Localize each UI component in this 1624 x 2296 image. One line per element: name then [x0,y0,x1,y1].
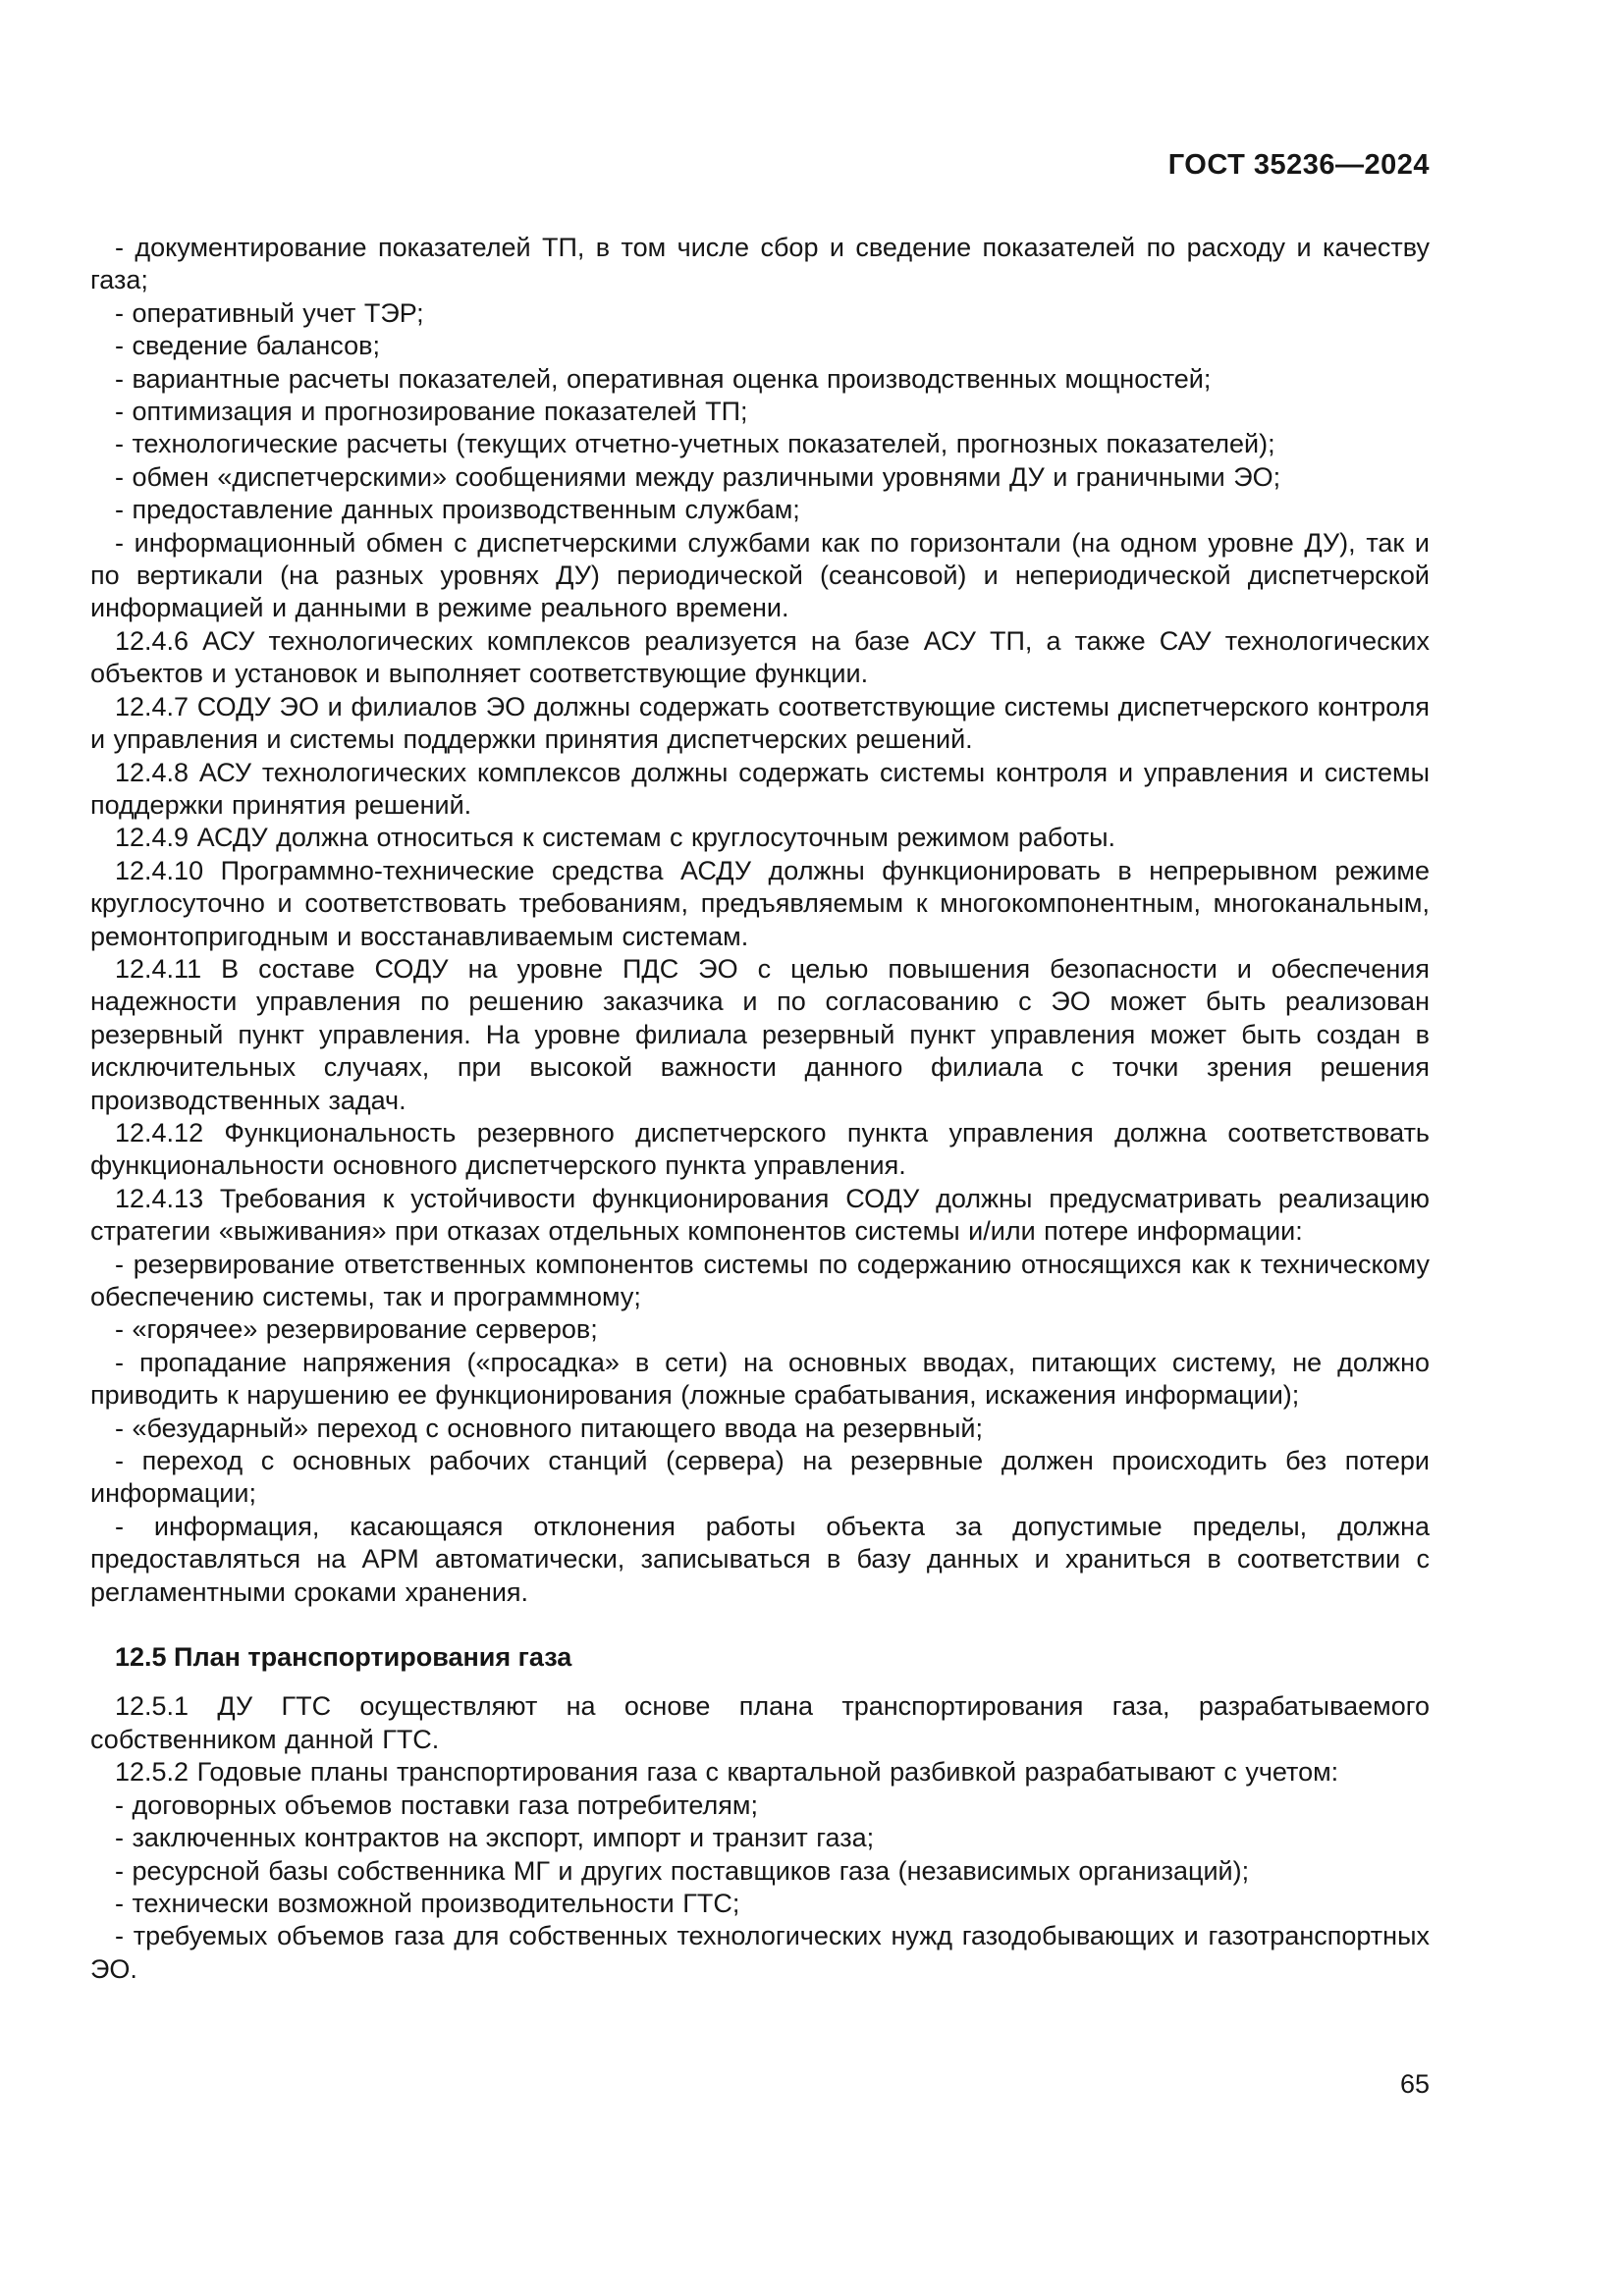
paragraph: - вариантные расчеты показателей, оперативная оценка производственных мощностей; [115,363,1212,394]
paragraph: - технологические расчеты (текущих отчетно-учетных показателей, прогнозных показателей); [115,429,1275,459]
paragraph: - ресурсной базы собственника МГ и других поставщиков газа (независимых организаций); [115,1855,1250,1886]
paragraph: 12.4.8 АСУ технологических комплексов должны содержать системы контроля и управления и системы поддержки принятия решений. [90,757,1430,820]
page-number: 65 [1399,2069,1430,2099]
paragraph: - «безударный» переход с основного питающего ввода на резервный; [115,1413,983,1443]
paragraph: - «горячее» резервирование серверов; [115,1314,598,1345]
paragraph: - информационный обмен с диспетчерскими службами как по горизонтали (на одном уровне ДУ), так и по вертикали (на разных уровнях ДУ) периодической (сеансовой) и непериодической диспетчерской информацией и данными в режиме реального времени. [90,527,1430,623]
paragraph: - договорных объемов поставки газа потребителям; [115,1789,758,1820]
paragraph: - заключенных контрактов на экспорт, импорт и транзит газа; [115,1823,875,1853]
paragraph: - резервирование ответственных компонентов системы по содержанию относящихся как к техническому обеспечению системы, так и программному; [90,1249,1430,1311]
paragraph: 12.5.1 ДУ ГТС осуществляют на основе плана транспортирования газа, разрабатываемого собственником данной ГТС. [90,1691,1430,1754]
page-footer [90,2069,1430,2100]
document-body [90,232,1430,1986]
paragraph: 12.4.6 АСУ технологических комплексов реализуется на базе АСУ ТП, а также САУ технологических объектов и установок и выполняет соответствующие функции. [90,625,1430,689]
paragraph: 12.4.9 АСДУ должна относиться к системам с круглосуточным режимом работы. [115,823,1116,853]
paragraph: - информация, касающаяся отклонения работы объекта за допустимые пределы, должна предоставляться на АРМ автоматически, записываться в базу данных и храниться в соответствии с регламентными сроками хранения. [90,1511,1430,1607]
page-header [90,149,1430,182]
paragraph: 12.4.13 Требования к устойчивости функционирования СОДУ должны предусматривать реализацию стратегии «выживания» при отказах отдельных компонентов системы и/или потере информации: [90,1183,1430,1247]
paragraph: 12.5.2 Годовые планы транспортирования газа с квартальной разбивкой разрабатывают с учетом: [115,1757,1339,1788]
paragraph: - пропадание напряжения («просадка» в сети) на основных вводах, питающих систему, не должно приводить к нарушению ее функционирования (ложные срабатывания, искажения информации); [90,1347,1430,1411]
paragraph: - технически возможной производительности ГТС; [115,1888,740,1918]
paragraph: - документирование показателей ТП, в том числе сбор и сведение показателей по расходу и качеству газа; [90,233,1430,295]
paragraph: - требуемых объемов газа для собственных технологических нужд газодобывающих и газотранспортных ЭО. [90,1921,1430,1984]
paragraph: 12.4.12 Функциональность резервного диспетчерского пункта управления должна соответствовать функциональности основного диспетчерского пункта управления. [90,1117,1430,1181]
paragraph: 12.4.11 В составе СОДУ на уровне ПДС ЭО с целью повышения безопасности и обеспечения надежности управления по решению заказчика и по согласованию с ЭО может быть реализован резервный пункт управления. На уровне филиала резервный пункт управления может быть создан в исключительных случаях, при высокой важности данного филиала с точки зрения решения производственных задач. [90,953,1430,1115]
paragraph: 12.4.10 Программно-технические средства АСДУ должны функционировать в непрерывном режиме круглосуточно и соответствовать требованиям, предъявляемым к многокомпонентным, многоканальным, ремонтопригодным и восстанавливаемым системам. [90,855,1430,951]
paragraph: - предоставление данных производственным службам; [115,495,800,525]
section-heading: 12.5 План транспортирования газа [115,1642,572,1673]
paragraph: - переход с основных рабочих станций (сервера) на резервные должен происходить без потери информации; [90,1446,1430,1509]
paragraph: 12.4.7 СОДУ ЭО и филиалов ЭО должны содержать соответствующие системы диспетчерского контроля и управления и системы поддержки принятия диспетчерских решений. [90,691,1430,755]
standard-number: ГОСТ 35236—2024 [1167,149,1430,181]
paragraph: - обмен «диспетчерскими» сообщениями между различными уровнями ДУ и граничными ЭО; [115,461,1281,492]
paragraph: - оперативный учет ТЭР; [115,297,424,328]
paragraph: - сведение балансов; [115,331,380,361]
paragraph: - оптимизация и прогнозирование показателей ТП; [115,397,748,427]
